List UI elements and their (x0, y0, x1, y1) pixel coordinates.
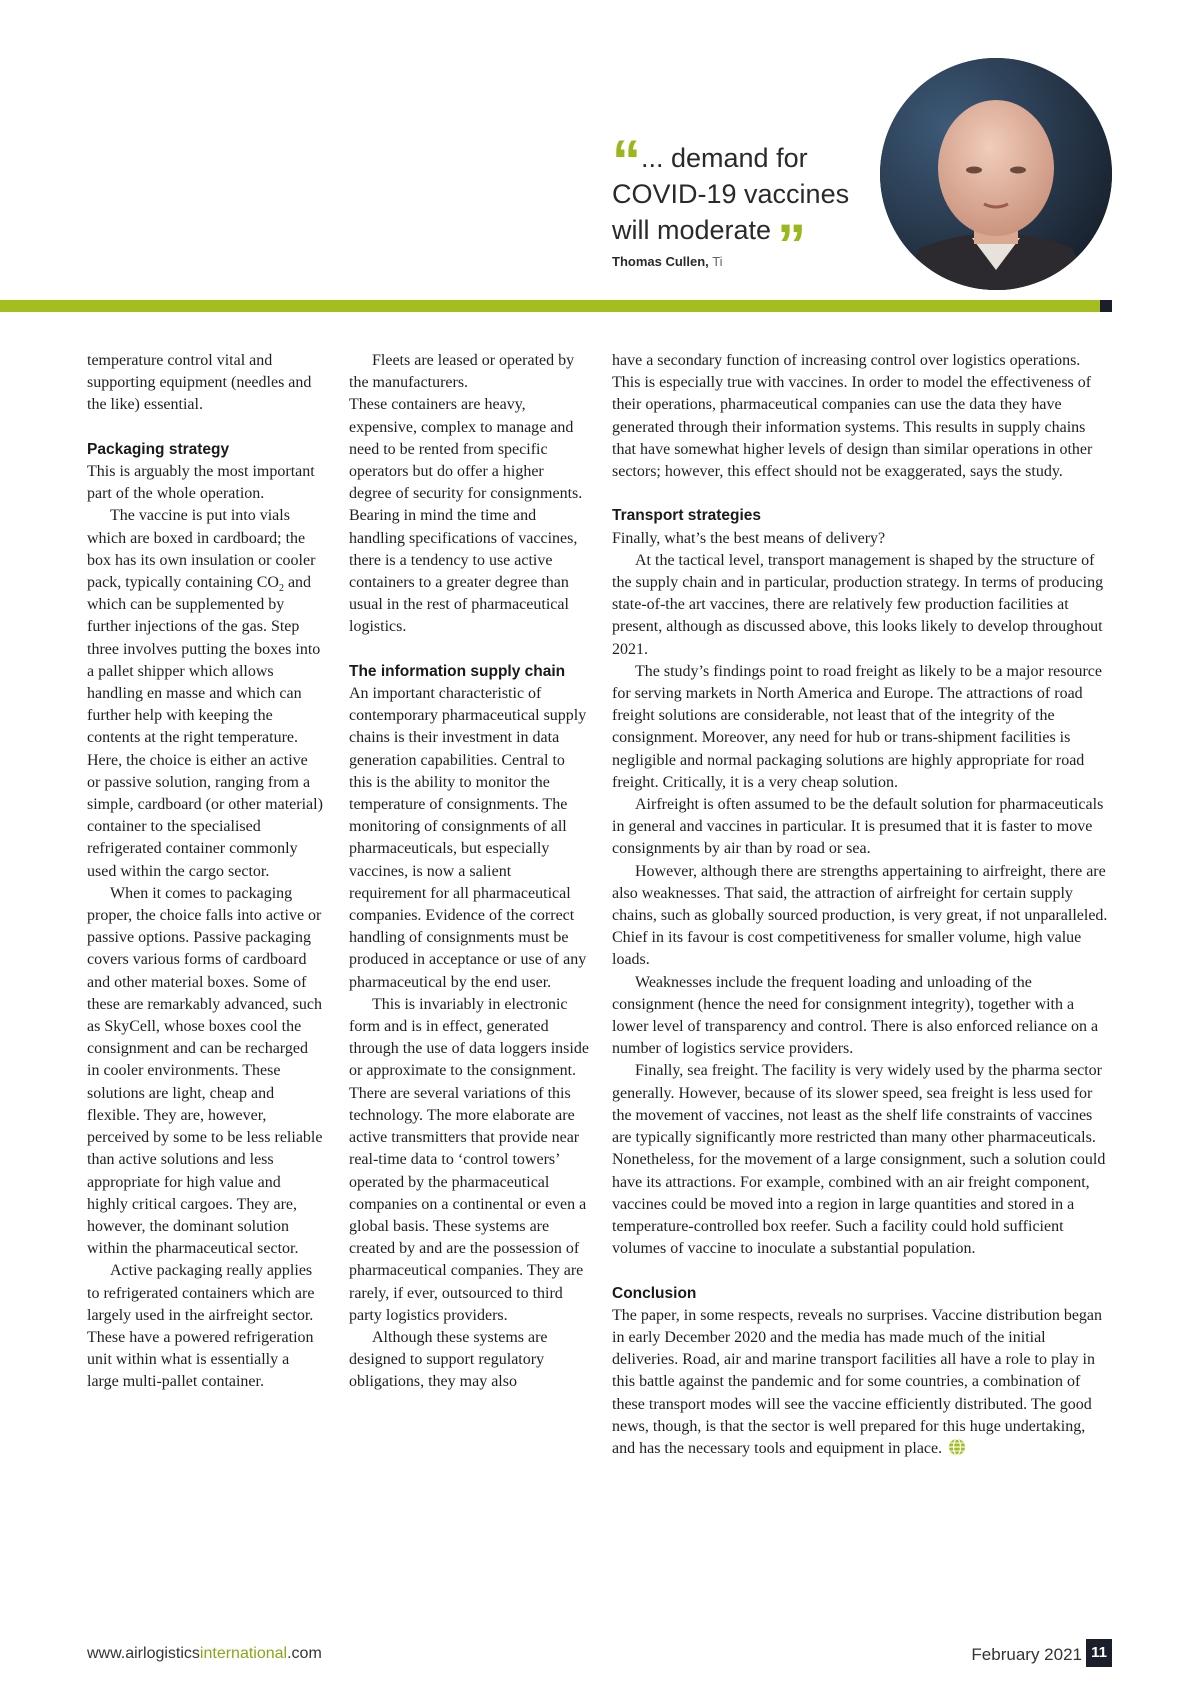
column-1 (87, 350, 323, 1394)
header-rule-square (1100, 300, 1112, 312)
page-number: 11 (1086, 1639, 1112, 1667)
footer-website: www.airlogisticsinternational.com (87, 1645, 322, 1662)
paragraph: Finally, what’s the best means of delivery? (612, 529, 886, 547)
open-quote-icon: “ (612, 129, 635, 194)
paragraph: The paper, in some respects, reveals no surprises. Vaccine distribution began in early December 2020 and the media has made much of the initial deliveries. Road, air and marine transport facilities all have a role to play in this battle against the pandemic and for some countries, a combination of these transport modes will see the vaccine efficiently distributed. The good news, though, is that the sector is well prepared for this huge undertaking, and has the necessary tools and equipment in place. (612, 1305, 1112, 1463)
heading-information-supply-chain: The information supply chain (349, 662, 566, 680)
paragraph: Fleets are leased or operated by the manufacturers. (349, 352, 575, 392)
header-rule (0, 300, 1106, 312)
author-portrait (880, 58, 1112, 290)
paragraph: The vaccine is put into vials which are boxed in cardboard; the box has its own insulation or cooler pack, typically containing $CO_2$ and which can be supplemented by further injections of the gas. Step three involves putting the boxes into a pallet shipper which allows handling en masse and which can further help with keeping the contents at the right temperature. Here, the choice is either an active or passive solution, ranging from a simple, cardboard (or other material) container to the specialised refrigerated container commonly used within the cargo sector. (87, 507, 323, 880)
paragraph: Active packaging really applies to refrigerated containers which are largely used in the airfreight sector. These have a powered refrigeration unit within what is essentially a large multi-pallet container. (87, 1262, 315, 1391)
heading-packaging-strategy: Packaging strategy (87, 440, 230, 458)
pull-quote (612, 129, 892, 278)
portrait-photo-icon (880, 58, 1112, 290)
pull-quote-text: “ ... demand for COVID-19 vaccines will moderate ” (612, 129, 850, 278)
paragraph: These containers are heavy, expensive, complex to manage and need to be rented from specific operators but do offer a higher degree of security for consignments. Bearing in mind the time and handling specifications of vaccines, there is a tendency to use active containers to a greater degree than usual in the rest of pharmaceutical logistics. (349, 396, 583, 636)
paragraph: temperature control vital and supporting equipment (needles and the like) essential. (87, 352, 312, 414)
column-3 (612, 350, 1112, 1463)
quote-company: Ti (712, 254, 723, 269)
paragraph: This is invariably in electronic form and is in effect, generated through the use of data loggers inside or approximate to the consignment. There are several variations of this technology. The more elaborate are active transmitters that provide near real-time data to ‘control towers’ operated by the pharmaceutical companies on a continental or even a global basis. These systems are created by and are the possession of pharmaceutical companies. They are rarely, if ever, outsourced to third party logistics providers. (349, 995, 589, 1324)
paragraph: At the tactical level, transport management is shaped by the structure of the supply chain and in particular, production strategy. In terms of producing state-of-the art vaccines, there are relatively few production facilities at present, although as discussed above, this looks likely to develop throughout 2021. (612, 551, 1104, 658)
heading-conclusion: Conclusion (612, 1284, 697, 1302)
pull-quote-attribution (612, 254, 892, 269)
paragraph: The study’s findings point to road freight as likely to be a major resource for serving markets in North America and Europe. The attractions of road freight solutions are considerable, not least that of the integrity of the consignment. Moreover, any need for hub or trans-shipment facilities is negligible and normal packaging solutions are highly appropriate for road freight. Critically, it is a very cheap solution. (612, 662, 1102, 791)
paragraph: This is arguably the most important part of the whole operation. (87, 463, 315, 503)
paragraph: Finally, sea freight. The facility is very widely used by the pharma sector generally. However, because of its slower speed, sea freight is less used for the movement of vaccines, not least as the shelf life constraints of vaccines are typically significantly more restricted than many other pharmaceuticals. Nonetheless, for the movement of a large consignment, such a solution could have its attractions. For example, combined with an air freight component, vaccines could be moved into a region in large quantities and stored in a temperature-controlled box reefer. Such a facility could hold sufficient volumes of vaccine to inoculate a substantial population. (612, 1062, 1106, 1258)
quote-author: Thomas Cullen, (612, 254, 709, 269)
paragraph: Airfreight is often assumed to be the default solution for pharmaceuticals in general and vaccines in particular. It is presumed that it is faster to move consignments by air than by road or sea. (612, 796, 1104, 858)
close-quote-icon: ” (777, 213, 801, 278)
paragraph: have a secondary function of increasing control over logistics operations. This is especially true with vaccines. In order to model the effectiveness of their operations, pharmaceutical companies can use the data they have generated through their information systems. This results in supply chains that have somewhat higher levels of design than similar operations in other sectors; however, this effect should not be exaggerated, says the study. (612, 352, 1093, 481)
footer-date: February 2021 (971, 1645, 1082, 1664)
heading-transport-strategies: Transport strategies (612, 507, 762, 525)
globe-end-mark-icon (948, 1438, 966, 1463)
paragraph: When it comes to packaging proper, the choice falls into active or passive options. Passive packaging covers various forms of cardboard and other material boxes. Some of these are remarkably advanced, such as SkyCell, whose boxes cool the consignment and can be recharged in cooler environments. These solutions are light, cheap and flexible. They are, however, perceived by some to be less reliable than active solutions and less appropriate for high value and highly critical cargoes. They are, however, the dominant solution within the pharmaceutical sector. (87, 884, 323, 1258)
column-2 (349, 350, 589, 1394)
paragraph: However, although there are strengths appertaining to airfreight, there are also weaknesses. That said, the attraction of airfreight for certain supply chains, such as globally sourced production, is very great, if not unparalleled. Chief in its favour is cost competitiveness for smaller volume, high value loads. (612, 862, 1108, 969)
paragraph: An important characteristic of contemporary pharmaceutical supply chains is their investment in data generation capabilities. Central to this is the ability to monitor the temperature of consignments. The monitoring of consignments of all pharmaceuticals, but especially vaccines, is now a salient requirement for all pharmaceutical companies. Evidence of the correct handling of consignments must be produced in acceptance or use of any pharmaceutical by the end user. (349, 685, 587, 991)
paragraph: Weaknesses include the frequent loading and unloading of the consignment (hence the need for consignment integrity), together with a lower level of transparency and control. There is also enforced reliance on a number of logistics service providers. (612, 973, 1099, 1058)
paragraph: Although these systems are designed to support regulatory obligations, they may also (349, 1328, 548, 1391)
